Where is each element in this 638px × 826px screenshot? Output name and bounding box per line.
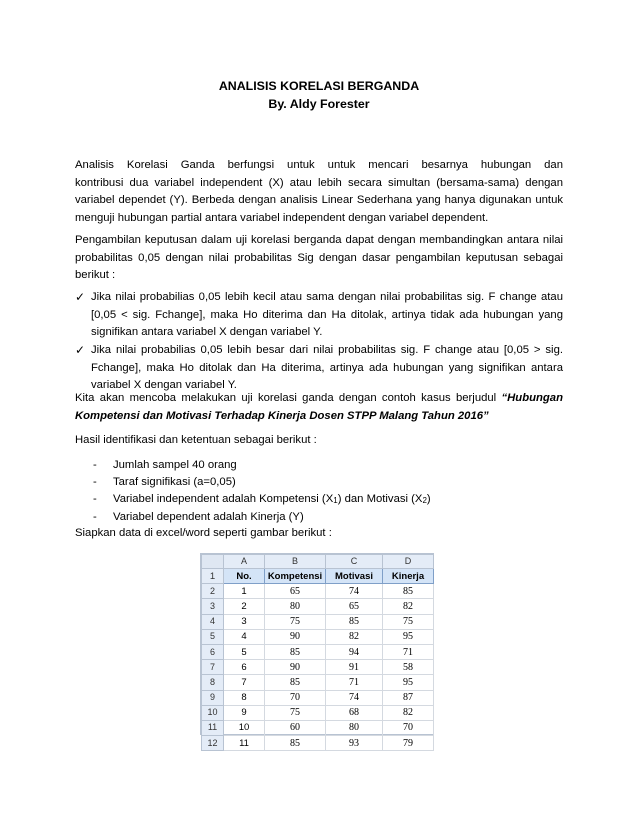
table-cell: 94 [326,644,383,659]
table-cell: 11 [224,736,265,751]
table-cell: 70 [265,690,326,705]
table-cell: 5 [224,644,265,659]
table-cell: 95 [383,629,434,644]
table-cell: 79 [383,736,434,751]
example-title-part2: Kompetensi dan Motivasi Terhadap Kinerja Dosen STPP Malang Tahun 2016” [75,409,489,422]
table-cell: 10 [224,720,265,735]
row-number: 3 [202,599,224,614]
table-cell: 65 [265,584,326,599]
row-number: 8 [202,675,224,690]
table-cell: 93 [326,736,383,751]
table-row [202,660,434,675]
table-row [202,675,434,690]
row-number: 6 [202,644,224,659]
list-item-text: Variabel independent adalah Kompetensi (X [113,493,334,505]
checkmark-icon: ✓ [75,290,86,304]
table-cell: 1 [224,584,265,599]
column-header: Motivasi [326,569,383,584]
column-header-row [202,555,434,569]
list-item: - Variabel independent adalah Kompetensi $(X_1)$ dan Motivasi $(X_2)$ [93,493,431,505]
table-cell: 85 [265,675,326,690]
list-item-text: ) [426,493,431,505]
table-cell: 75 [383,614,434,629]
table-cell: 74 [326,690,383,705]
intro-line: menguji hubungan partial antara variabel independent dengan variabel dependent. [75,211,489,224]
table-cell: 80 [265,599,326,614]
prepare-text: Siapkan data di excel/word seperti gambar berikut : [75,527,332,539]
table-cell: 85 [265,644,326,659]
table-row [202,629,434,644]
rule-line: signifikan antara variabel X dengan variabel Y. [91,326,323,339]
table-cell: 4 [224,629,265,644]
example-title-part1: “Hubungan [501,392,563,404]
row-number: 7 [202,660,224,675]
decision-line: berikut : [75,269,116,282]
table-cell: 7 [224,675,265,690]
column-letter: A [224,555,265,569]
table-cell: 6 [224,660,265,675]
sheet-corner [202,555,224,569]
example-line [75,390,563,408]
table-header-row [202,569,434,584]
row-number: 10 [202,705,224,720]
table-cell: 71 [326,675,383,690]
table-cell: 9 [224,705,265,720]
table-cell: 60 [265,720,326,735]
rule-line: Jika nilai probabilias 0,05 lebih kecil atau sama dengan nilai probabilitas sig. F change atau [91,291,563,303]
table-row [202,690,434,705]
table-row [202,644,434,659]
column-header: Kinerja [383,569,434,584]
intro-paragraph [75,157,563,227]
table-cell: 90 [265,660,326,675]
checkmark-icon: ✓ [75,343,86,357]
row-number: 12 [202,736,224,751]
table-cell: 75 [265,705,326,720]
table-cell: 71 [383,644,434,659]
column-letter: B [265,555,326,569]
list-item-text: Jumlah sampel 40 orang [113,459,237,471]
row-number: 2 [202,584,224,599]
table-cell: 82 [383,705,434,720]
table-cell: 74 [326,584,383,599]
row-number: 1 [202,569,224,584]
table-cell: 70 [383,720,434,735]
row-number: 4 [202,614,224,629]
subscript: 1 [333,496,338,505]
spreadsheet-image [200,553,434,749]
table-row [202,614,434,629]
intro-line: kontribusi dua variabel independent (X) atau lebih secara simultan (bersama-sama) dengan [75,176,563,189]
table-row [202,720,434,735]
table-cell: 87 [383,690,434,705]
identification-list [93,457,543,526]
table-cell: 91 [326,660,383,675]
table-cell: 8 [224,690,265,705]
row-number: 11 [202,720,224,735]
decision-line: Pengambilan keputusan dalam uji korelasi berganda dapat dengan membandingkan antara nilai [75,234,563,246]
list-item: - Jumlah sampel 40 orang [93,459,237,471]
table-cell: 75 [265,614,326,629]
list-item-text: ) dan Motivasi (X [337,493,423,505]
table-cell: 85 [326,614,383,629]
decision-line: probabilitas 0,05 dengan nilai probabilitas Sig dengan dasar pengambilan keputusan sebagai [75,251,563,264]
row-number: 9 [202,690,224,705]
rule-line: Jika nilai probabilias 0,05 lebih besar dari nilai probabilitas sig. F change atau [0,05 > sig. [91,344,563,356]
rule-line: Fchange], maka Ho ditolak dan Ha diterima, artinya ada hubungan yang signifikan antara [91,361,563,374]
rule-line: [0,05 < sig. Fchange], maka Ho diterima dan Ha ditolak, artinya tidak ada hubungan yang [91,308,563,321]
list-item-text: Variabel dependent adalah Kinerja (Y) [113,511,304,523]
identification-heading-text: Hasil identifikasi dan ketentuan sebagai berikut : [75,434,317,446]
intro-line: variabel dependet (Y). Berbeda dengan analisis Linear Sederhana yang hanya digunakan untuk [75,194,563,207]
table-cell: 95 [383,675,434,690]
rule-line: variabel X dengan variabel Y. [91,379,237,392]
prepare-paragraph [75,525,563,543]
table-cell: 58 [383,660,434,675]
spreadsheet-table [201,554,434,751]
example-prefix: Kita akan mencoba melakukan uji korelasi ganda dengan contoh kasus berjudul [75,392,502,404]
column-letter: D [383,555,434,569]
table-cell: 85 [383,584,434,599]
table-cell: 82 [326,629,383,644]
column-header: Kompetensi [265,569,326,584]
list-item: - Taraf signifikasi (a=0,05) [93,476,236,488]
table-cell: 80 [326,720,383,735]
table-row [202,736,434,751]
list-item: - Variabel dependent adalah Kinerja (Y) [93,511,304,523]
table-cell: 3 [224,614,265,629]
list-item-text: Taraf signifikasi (a=0,05) [113,476,236,488]
intro-line: Analisis Korelasi Ganda berfungsi untuk untuk mencari besarnya hubungan dan [75,159,563,171]
table-cell: 82 [383,599,434,614]
table-row [202,599,434,614]
table-cell: 65 [326,599,383,614]
document-title: ANALISIS KORELASI BERGANDA [218,79,420,93]
row-number: 5 [202,629,224,644]
table-cell: 2 [224,599,265,614]
column-letter: C [326,555,383,569]
example-paragraph [75,390,563,425]
table-row [202,584,434,599]
table-cell: 85 [265,736,326,751]
column-header: No. [224,569,265,584]
subscript: 2 [422,496,427,505]
decision-paragraph [75,232,563,285]
table-cell: 68 [326,705,383,720]
document-author: By. Aldy Forester [268,97,370,111]
identification-heading [75,432,563,450]
table-row [202,705,434,720]
table-cell: 90 [265,629,326,644]
